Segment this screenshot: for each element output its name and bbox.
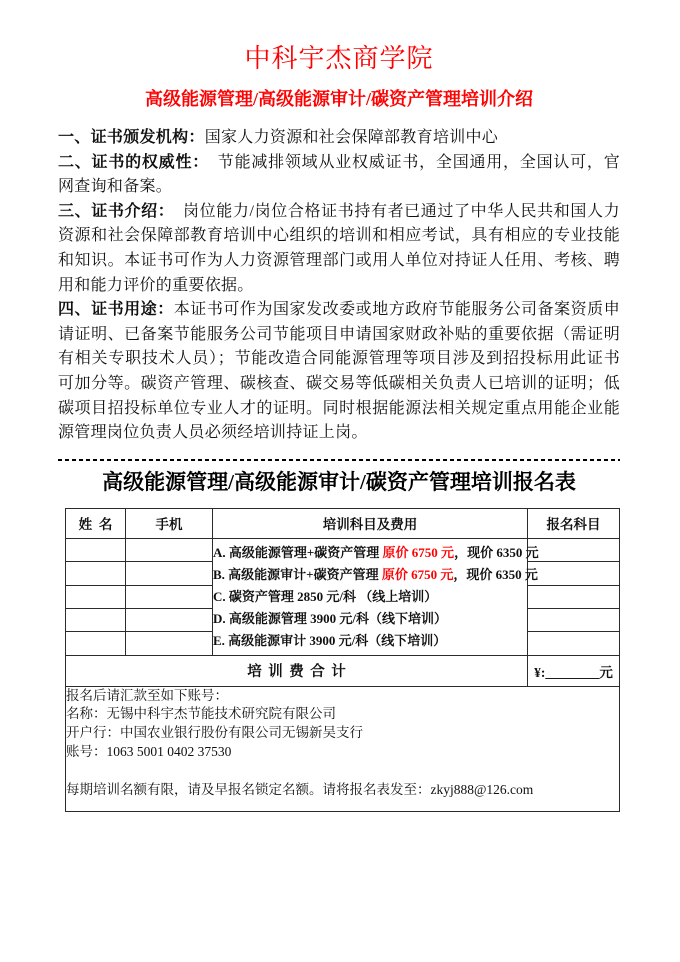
intro-paragraph-text: 国家人力资源和社会保障部教育培训中心 — [204, 129, 499, 146]
option-text: C. 碳资产管理 2850 元/科 （线上培训） — [213, 588, 438, 604]
course-options-cell — [213, 538, 539, 655]
intro-list — [58, 126, 620, 446]
phone-entry-cell[interactable] — [126, 585, 213, 608]
option-text: ，现价 6350 元 — [454, 544, 539, 560]
payment-cell — [66, 686, 620, 811]
course-option — [213, 608, 527, 630]
dashed-divider — [58, 459, 620, 461]
header-name: 姓名 — [66, 508, 126, 538]
course-option — [213, 542, 539, 564]
total-fee-value[interactable]: ¥:________元 — [528, 655, 620, 686]
intro-paragraph-label: 三、证书介绍： — [58, 202, 167, 220]
signup-entry-row — [66, 538, 620, 561]
header-subjects: 培训科目及费用 — [213, 508, 528, 538]
original-price-text: 原价 6750 元 — [381, 566, 454, 582]
name-entry-cell[interactable] — [66, 538, 126, 561]
phone-entry-cell[interactable] — [126, 632, 213, 655]
intro-paragraph-text: 本证书可作为国家发改委或地方政府节能服务公司备案资质申请证明、已备案节能服务公司节能项目申请国家财政补贴的重要依据（需证明有相关专职技术人员）；节能改造合同能源管理等项目涉及到招投标用此证书可加分等。碳资产管理、碳核查、碳交易等低碳相关负责人已培训的证明；低碳项目招投标单位专业人才的证明。同时根据能源法相关规定重点用能企业能源管理岗位负责人员必须经培训持证上岗。 — [58, 301, 620, 442]
course-option — [213, 586, 527, 608]
signup-table — [65, 508, 620, 812]
course-option — [213, 564, 538, 586]
contact-email[interactable]: zkyj888@126.com — [430, 781, 534, 797]
payment-line: 开户行：中国农业银行股份有限公司无锡新吴支行 — [66, 725, 363, 741]
option-text: A. 高级能源管理+碳资产管理 — [213, 544, 383, 560]
header-phone: 手机 — [126, 508, 213, 538]
school-title: 中科宇杰商学院 — [244, 44, 434, 73]
header-enroll: 报名科目 — [528, 508, 620, 538]
name-entry-cell[interactable] — [66, 608, 126, 631]
training-intro-subtitle: 高级能源管理/高级能源审计/碳资产管理培训介绍 — [145, 89, 533, 109]
name-entry-cell[interactable] — [66, 632, 126, 655]
option-text: E. 高级能源审计 3900 元/科（线下培训） — [213, 632, 447, 648]
capacity-note — [66, 781, 619, 800]
intro-paragraph-text: 岗位能力/岗位合格证书持有者已通过了中华人民共和国人力资源和社会保障部教育培训中心组织的培训和相应考试，具有相应的专业技能和知识。本证书可作为人力资源管理部门或用人单位对持证人任用、考核、聘用和能力评价的重要依据。 — [58, 202, 620, 294]
enroll-entry-cell[interactable] — [528, 538, 620, 561]
intro-paragraph — [58, 200, 620, 298]
course-option — [213, 630, 527, 652]
enroll-entry-cell[interactable] — [528, 632, 620, 655]
phone-entry-cell[interactable] — [126, 538, 213, 561]
name-entry-cell[interactable] — [66, 562, 126, 585]
signup-form-title: 高级能源管理/高级能源审计/碳资产管理培训报名表 — [102, 469, 576, 494]
intro-paragraph — [58, 151, 620, 200]
total-fee-label: 培训费合计 — [66, 655, 528, 686]
table-header-row — [66, 508, 620, 538]
payment-info — [66, 687, 619, 762]
intro-paragraph-label: 四、证书用途： — [58, 301, 174, 319]
phone-entry-cell[interactable] — [126, 562, 213, 585]
payment-row — [66, 686, 620, 811]
signup-table-body — [66, 508, 620, 811]
total-fee-row — [66, 655, 620, 686]
intro-paragraph — [58, 126, 620, 151]
option-text: D. 高级能源管理 3900 元/科（线下培训） — [213, 610, 448, 626]
intro-paragraph-label: 二、证书的权威性： — [58, 153, 202, 171]
option-text: ，现价 6350 元 — [453, 566, 538, 582]
intro-paragraph-text: 节能减排领域从业权威证书，全国通用，全国认可，官网查询和备案。 — [58, 153, 620, 196]
name-entry-cell[interactable] — [66, 585, 126, 608]
intro-paragraph — [58, 298, 620, 446]
option-text: B. 高级能源审计+碳资产管理 — [213, 566, 382, 582]
payment-line: 报名后请汇款至如下账号： — [66, 687, 228, 703]
payment-line: 账号：1063 5001 0402 37530 — [66, 744, 232, 760]
payment-line: 名称：无锡中科宇杰节能技术研究院有限公司 — [66, 706, 336, 722]
phone-entry-cell[interactable] — [126, 608, 213, 631]
enroll-entry-cell[interactable] — [528, 585, 620, 608]
capacity-note-text: 每期培训名额有限，请及早报名锁定名额。请将报名表发至： — [66, 781, 431, 797]
enroll-entry-cell[interactable] — [528, 608, 620, 631]
enroll-entry-cell[interactable] — [528, 562, 620, 585]
original-price-text: 原价 6750 元 — [382, 544, 455, 560]
intro-paragraph-label: 一、证书颁发机构： — [58, 129, 205, 146]
